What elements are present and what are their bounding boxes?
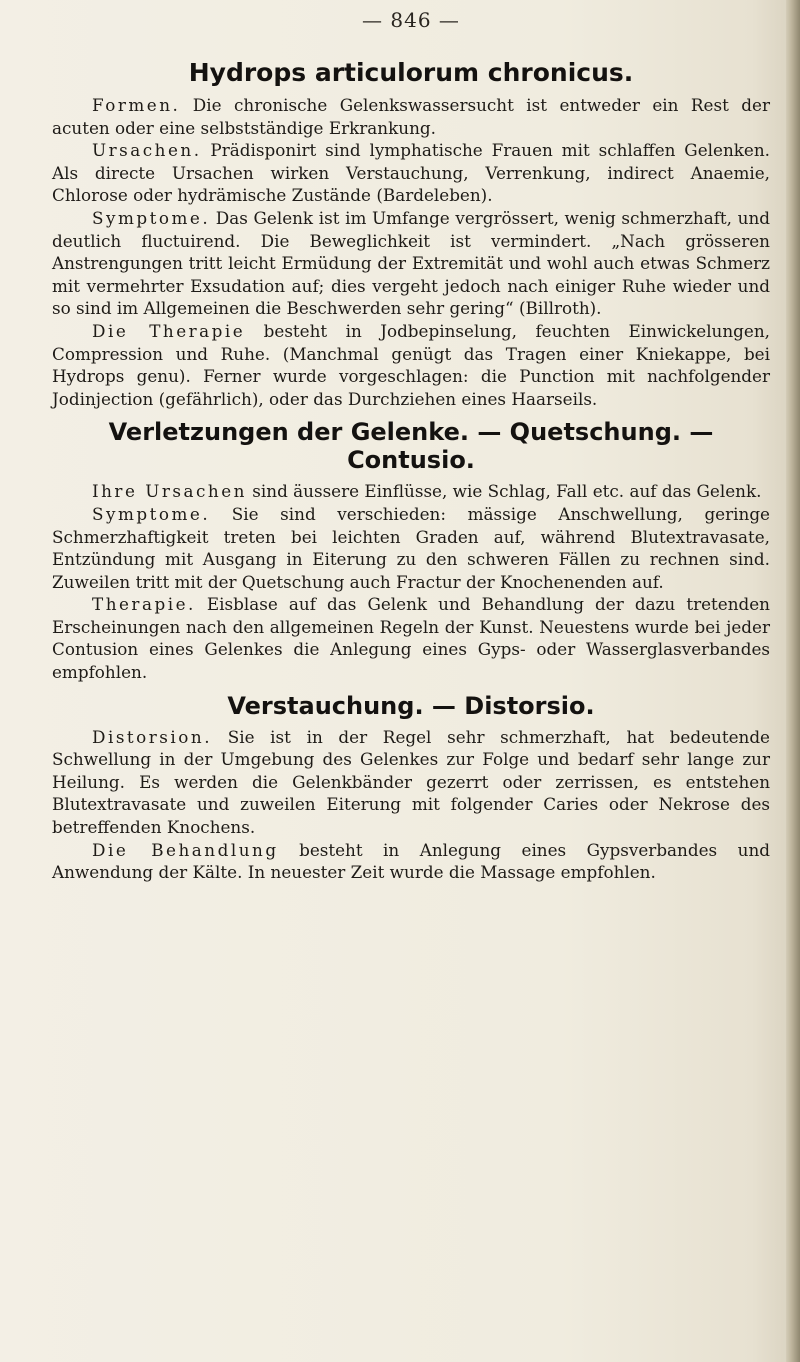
paragraph-lead: Die Therapie [92,320,246,341]
page-edge-shadow [786,0,800,1362]
paragraph-ursachen [52,139,770,207]
paragraph-text: Sie sind verschieden: mässige Anschwellung, geringe Schmerzhaftigkeit treten bei leichten Graden auf, während Blutextravasate, Entzündung mit Ausgang in Eiterung zu den schweren Fällen zu rechnen sind. Zuweilen tritt mit der Quetschung auch Fractur der Knochenenden auf. [52,503,770,592]
paragraph-distorsion [52,726,770,839]
section-title-verstauchung: Verstauchung. — Distorsio. [227,691,595,720]
section-title-line: Verletzungen der Gelenke. — Quetschung. — [108,418,714,447]
paragraph-behandlung [52,839,770,884]
paragraph-text: besteht in Jodbepinselung, feuchten Einwickelungen, Compression und Ruhe. (Manchmal genügt das Tragen einer Kniekappe, bei Hydrops genu). Ferner wurde vorgeschlagen: die Punction mit nachfolgender Jodinjection (gefährlich), oder das Durchziehen eines Haarseils. [52,320,770,409]
page-content [52,8,770,884]
paragraph-lead: Ursachen. [92,140,202,161]
paragraph-therapie-contusio [52,593,770,683]
paragraph-text: sind äussere Einflüsse, wie Schlag, Fall etc. auf das Gelenk. [246,481,762,502]
paragraph-formen [52,94,770,139]
section-title-verletzungen [52,418,770,474]
paragraph-text: Prädisponirt sind lymphatische Frauen mit schlaffen Gelenken. Als directe Ursachen wirken Verstauchung, Verrenkung, indirect Anaemie, Chlorose oder hydrämische Zustände (Bardeleben). [52,140,770,206]
section-title-hydrops: Hydrops articulorum chronicus. [188,58,634,87]
paragraph-lead: Formen. [92,95,181,115]
paragraph-lead: Die Behandlung [92,839,279,860]
paragraph-lead: Therapie. [92,594,196,615]
paragraph-lead: Ihre Ursachen [92,481,247,502]
paragraph-text: besteht in Anlegung eines Gypsverbandes und Anwendung der Kälte. In neuester Zeit wurde die Massage empfohlen. [52,839,770,883]
paragraph-ursachen-contusio [52,480,770,503]
paragraph-lead: Symptome. [92,207,211,228]
paragraph-text: Eisblase auf das Gelenk und Behandlung der dazu tretenden Erscheinungen nach den allgemeinen Regeln der Kunst. Neuestens wurde bei jeder Contusion eines Gelenkes die Anlegung eines Gyps- oder Wasserglasverbandes empfohlen. [52,594,770,683]
paragraph-text: Die chronische Gelenkswassersucht ist entweder ein Rest der acuten oder eine selbstständige Erkrankung. [52,95,770,138]
paragraph-symptome [52,207,770,320]
section-title-line: Contusio. [347,446,475,475]
paragraph-text: Sie ist in der Regel sehr schmerzhaft, hat bedeutende Schwellung in der Umgebung des Gelenkes zur Folge und bedarf sehr lange zur Heilung. Es werden die Gelenkbänder gezerrt oder zerrissen, es entstehen Blutextravasate und zuweilen Eiterung mit folgender Caries oder Nekrose des betreffenden Knochens. [52,726,770,838]
paragraph-text: Das Gelenk ist im Umfange vergrössert, wenig schmerzhaft, und deutlich fluctuirend. Die Beweglichkeit ist vermindert. „Nach grösseren Anstrengungen tritt leicht Ermüdung der Extremität und wohl auch etwas Schmerz mit vermehrter Exsudation auf; dies vergeht jedoch nach einiger Ruhe wieder und so sind im Allgemeinen die Beschwerden sehr gering“ (Billroth). [52,207,770,319]
paragraph-lead: Symptome. [92,503,211,524]
paragraph-lead: Distorsion. [92,726,213,747]
paragraph-therapie [52,320,770,410]
paragraph-symptome-contusio [52,503,770,593]
page-number: — 846 — [362,8,460,32]
